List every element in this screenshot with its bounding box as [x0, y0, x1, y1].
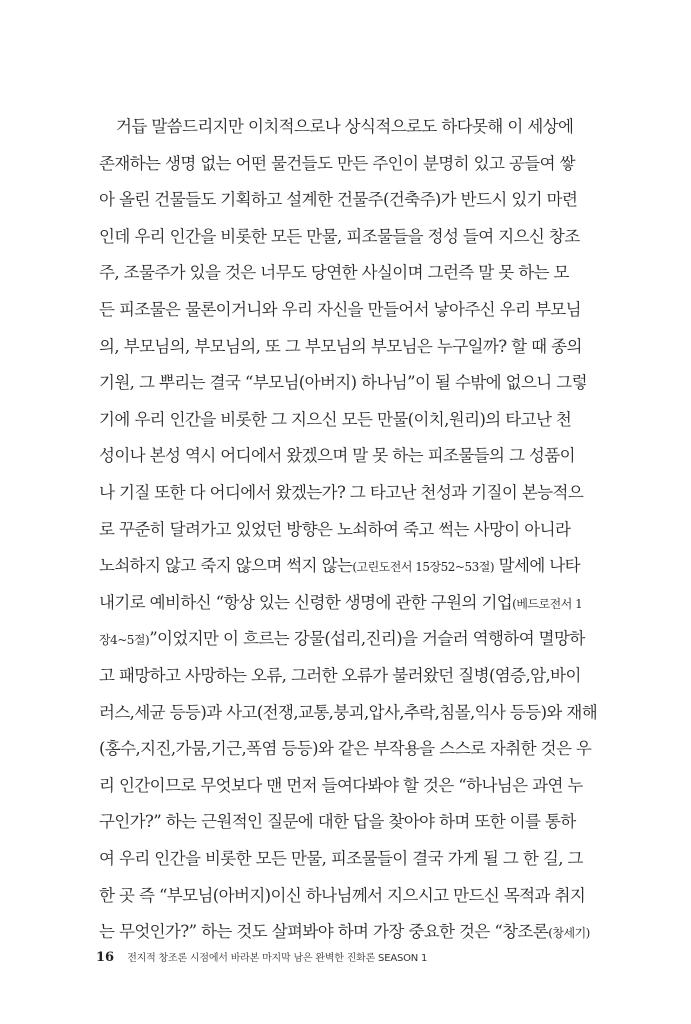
text-line: 구인가?” 하는 근원적인 질문에 대한 답을 찾아야 하며 또한 이를 통하: [99, 812, 576, 831]
text-line: 성이나 본성 역시 어디에서 왔겠으며 말 못 하는 피조물들의 그 성품이: [99, 446, 575, 465]
text-line: [99, 922, 590, 943]
text-line: 의, 부모님의, 부모님의, 또 그 부모님의 부모님은 누구일까? 할 때 종의: [99, 337, 582, 356]
scripture-reference: (베드로전서 1: [512, 597, 583, 611]
text-line: [99, 556, 579, 577]
text-line: 든 피조물은 물론이거니와 우리 자신을 만들어서 낳아주신 우리 부모님: [99, 300, 581, 319]
text-segment: 노쇠하지 않고 죽지 않으며 썩지 않는: [99, 556, 353, 575]
scripture-reference: 장4~5절): [99, 633, 150, 647]
text-line: 아 올린 건물들도 기획하고 설계한 건물주(건축주)가 반드시 있기 마련: [99, 190, 578, 209]
text-segment: 말세에 나타: [494, 556, 580, 575]
text-line: 거듭 말씀드리지만 이치적으로나 상식적으로도 하다못해 이 세상에: [116, 117, 574, 136]
text-line: 리 인간이므로 무엇보다 맨 먼저 들여다봐야 할 것은 “하나님은 과연 누: [99, 776, 583, 795]
text-line: 고 패망하고 사망하는 오류, 그러한 오류가 불러왔던 질병(염증,암,바이: [99, 666, 581, 685]
text-line: 나 기질 또한 다 어디에서 왔겠는가? 그 타고난 천성과 기질이 본능적으: [99, 483, 584, 502]
page-footer: [96, 946, 428, 965]
text-segment: 는 무엇인가?” 하는 것도 살펴봐야 하며 가장 중요한 것은 “창조론: [99, 922, 549, 941]
text-line: [99, 593, 583, 614]
text-line: 주, 조물주가 있을 것은 너무도 당연한 사실이며 그런즉 말 못 하는 모: [99, 263, 569, 282]
text-line: 한 곳 즉 “부모님(아버지)이신 하나님께서 지으시고 만드신 목적과 취지: [99, 886, 586, 905]
scripture-reference: (고린도전서 15장52~53절): [352, 560, 494, 574]
text-segment: ”이었지만 이 흐르는 강물(섭리,진리)을 거슬러 역행하여 멸망하: [149, 629, 585, 648]
scripture-reference: (창세기): [548, 926, 590, 940]
text-segment: 내기로 예비하신 “항상 있는 신령한 생명에 관한 구원의 기업: [99, 593, 513, 612]
text-line: 기에 우리 인간을 비롯한 그 지으신 모든 만물(이치,원리)의 타고난 천: [99, 410, 572, 429]
text-line: 존재하는 생명 없는 어떤 물건들도 만든 주인이 분명히 있고 공들여 쌓: [99, 154, 575, 173]
text-line: 기원, 그 뿌리는 결국 “부모님(아버지) 하나님”이 될 수밖에 없으니 그렇: [99, 373, 587, 392]
text-line: 인데 우리 인간을 비롯한 모든 만물, 피조물들을 정성 들여 지으신 창조: [99, 227, 580, 246]
text-line: 로 꾸준히 달려가고 있었던 방향은 노쇠하여 죽고 썩는 사망이 아니라: [99, 520, 571, 539]
running-title: 전지적 창조론 시점에서 바라본 마지막 남은 완벽한 진화론 SEASON 1: [127, 953, 428, 964]
text-line: 러스,세균 등등)과 사고(전쟁,교통,붕괴,압사,추락,침몰,익사 등등)와 재해: [99, 703, 598, 722]
page-number: 16: [96, 950, 115, 965]
text-line: 여 우리 인간을 비롯한 모든 만물, 피조물들이 결국 가게 될 그 한 길, 그: [99, 849, 583, 868]
text-line: [99, 629, 585, 650]
text-line: (홍수,지진,가뭄,기근,폭염 등등)와 같은 부작용을 스스로 자취한 것은 우: [99, 739, 592, 758]
